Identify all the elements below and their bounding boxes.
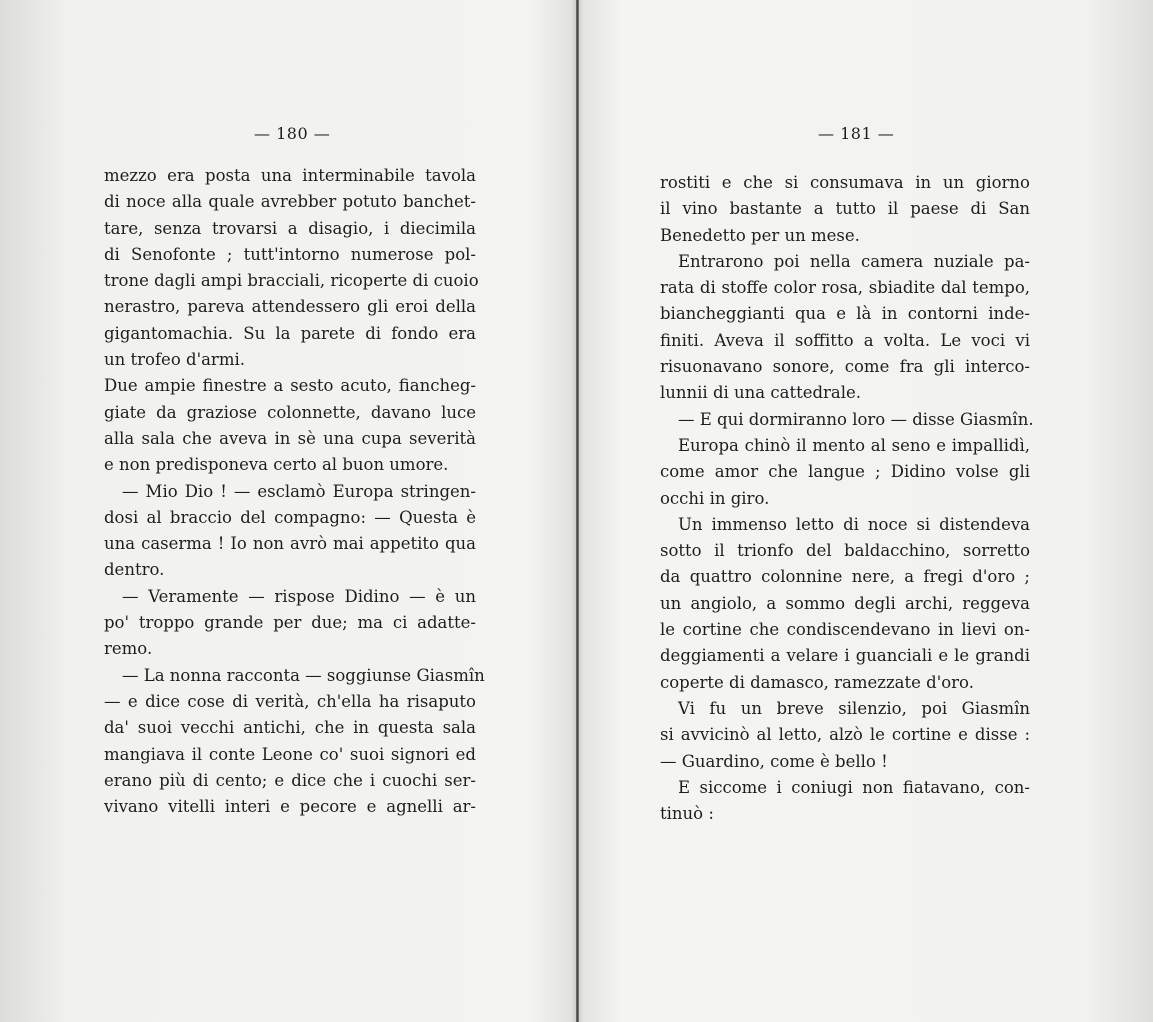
text-line: Due ampie finestre a sesto acuto, fiancheg- xyxy=(104,376,476,396)
text-line: mangiava il conte Leone co' suoi signori ed xyxy=(104,744,476,764)
text-line: e non predisponeva certo al buon umore. xyxy=(104,455,449,475)
text-line: nerastro, pareva attendessero gli eroi della xyxy=(104,297,476,317)
text-line: — e dice cose di verità, ch'ella ha risaputo xyxy=(104,691,476,711)
text-line: mezzo era posta una interminabile tavola xyxy=(104,166,476,185)
text-line: le cortine che condiscendevano in lievi on- xyxy=(660,620,1030,640)
text-line: — Veramente — rispose Didino — è un xyxy=(122,586,476,606)
book-gutter xyxy=(576,0,579,1022)
text-line: — La nonna racconta — soggiunse Giasmîn xyxy=(122,665,485,685)
text-line: Europa chinò il mento al seno e impallidì, xyxy=(678,435,1030,455)
text-line: un trofeo d'armi. xyxy=(104,350,245,370)
text-line: tinuò : xyxy=(660,804,714,824)
text-line: — Mio Dio ! — esclamò Europa stringen- xyxy=(122,481,476,501)
text-line: biancheggianti qua e là in contorni inde- xyxy=(660,304,1030,324)
text-line: gigantomachia. Su la parete di fondo era xyxy=(104,323,476,343)
text-line: Entrarono poi nella camera nuziale pa- xyxy=(678,251,1030,271)
text-line: lunnii di una cattedrale. xyxy=(660,383,862,403)
text-line: rostiti e che si consumava in un giorno xyxy=(660,173,1030,192)
text-line: — Guardino, come è bello ! xyxy=(660,751,888,771)
text-line: come amor che langue ; Didino volse gli xyxy=(660,462,1030,482)
text-line: un angiolo, a sommo degli archi, reggeva xyxy=(660,593,1030,613)
text-line: finiti. Aveva il soffitto a volta. Le voci vi xyxy=(660,330,1030,350)
text-line: Benedetto per un mese. xyxy=(660,225,860,245)
text-line: trone dagli ampi bracciali, ricoperte di cuoio xyxy=(104,271,479,291)
text-line: di noce alla quale avrebber potuto banchet- xyxy=(104,192,476,212)
text-line: da quattro colonnine nere, a fregi d'oro ; xyxy=(660,567,1030,587)
text-block xyxy=(104,163,485,820)
text-line: coperte di damasco, ramezzate d'oro. xyxy=(660,672,974,692)
text-line: alla sala che aveva in sè una cupa severità xyxy=(104,428,476,448)
text-line: vivano vitelli interi e pecore e agnelli ar- xyxy=(104,797,476,817)
text-line: remo. xyxy=(104,639,153,659)
text-line: sotto il trionfo del baldacchino, sorretto xyxy=(660,541,1030,561)
text-line: occhi in giro. xyxy=(660,488,770,508)
text-line: dosi al braccio del compagno: — Questa è xyxy=(104,507,476,527)
text-line: dentro. xyxy=(104,560,165,580)
text-line: il vino bastante a tutto il paese di San xyxy=(660,199,1030,219)
text-line: risuonavano sonore, come fra gli interco- xyxy=(660,357,1030,377)
text-line: rata di stoffe color rosa, sbiadite dal tempo, xyxy=(660,278,1030,298)
text-line: po' troppo grande per due; ma ci adatte- xyxy=(104,613,476,633)
page-number: — 180 — xyxy=(254,124,331,143)
text-line: una caserma ! Io non avrò mai appetito qua xyxy=(104,534,476,554)
text-line: E siccome i coniugi non fiatavano, con- xyxy=(678,777,1030,797)
text-line: di Senofonte ; tutt'intorno numerose pol- xyxy=(104,244,476,264)
text-line: si avvicinò al letto, alzò le cortine e disse : xyxy=(660,725,1030,745)
text-block xyxy=(660,170,1034,827)
text-line: erano più di cento; e dice che i cuochi ser- xyxy=(104,770,476,790)
text-line: giate da graziose colonnette, davano luce xyxy=(104,402,476,422)
text-line: Un immenso letto di noce si distendeva xyxy=(678,514,1030,534)
page-number: — 181 — xyxy=(818,124,895,143)
text-line: — E qui dormiranno loro — disse Giasmîn. xyxy=(678,409,1034,429)
text-line: Vi fu un breve silenzio, poi Giasmîn xyxy=(678,698,1030,718)
text-line: tare, senza trovarsi a disagio, i diecimila xyxy=(104,218,476,238)
text-line: deggiamenti a velare i guanciali e le grandi xyxy=(660,646,1030,666)
text-line: da' suoi vecchi antichi, che in questa sala xyxy=(104,718,476,738)
